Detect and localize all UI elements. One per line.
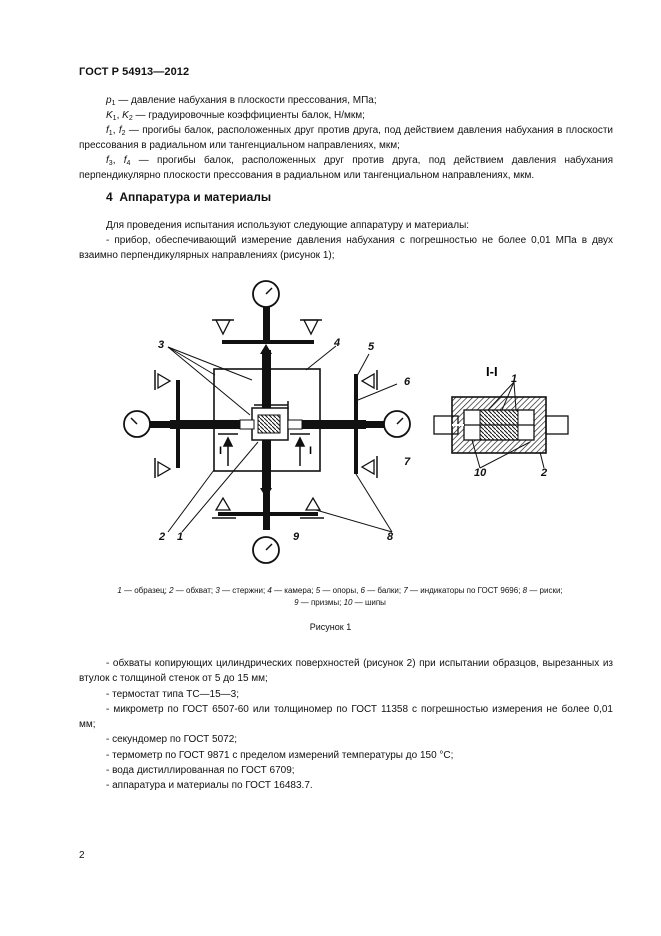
list-item: - секундомер по ГОСТ 5072; <box>106 734 238 746</box>
section-view <box>434 397 568 453</box>
list-item: - обхваты копирующих цилиндрических поверхностей (рисунок 2) при испытании образцов, вырезанных из втулок с толщиной стенок от 5 до 15 мм; <box>79 658 613 685</box>
callout-2-section: 2 <box>541 467 548 479</box>
first-item: - прибор, обеспечивающий измерение давления набухания с погрешностью не более 0,01 МПа в двух взаимно перпендикулярных направлениях (рисунок 1); <box>79 235 613 261</box>
page-number: 2 <box>79 850 85 861</box>
callout-4: 4 <box>334 337 341 349</box>
intro-text: Для проведения испытания используют следующие аппаратуру и материалы: <box>106 220 470 231</box>
callout-1-section: 1 <box>511 373 518 385</box>
section-i-i-label: I-I <box>486 364 498 379</box>
section-heading: 4 Аппаратура и материалы <box>106 190 272 204</box>
figure-title: Рисунок 1 <box>309 622 352 632</box>
callout-6: 6 <box>404 376 411 388</box>
definitions-block <box>79 93 613 123</box>
figure-caption: 1 — образец; 2 — обхват; 3 — стержни; 4 — камера; 5 — опоры, 6 — балки; 7 — индикаторы по ГОСТ 9696; 8 — риски; 9 — призмы; 10 — шипы <box>117 586 563 607</box>
callout-3: 3 <box>158 339 165 351</box>
figure-1-drawing <box>0 270 661 580</box>
definition-f34: $f_3$, $f_4$ — прогибы балок, расположенных друг против друга, под действием давления набухания перпендикулярно плоскости прессования в радиальном или тангенциальном направлениях, мкм. <box>79 155 614 181</box>
callout-7: 7 <box>404 456 411 468</box>
equipment-list <box>79 656 613 794</box>
section-mark-left: I <box>219 445 223 457</box>
callout-8: 8 <box>387 531 394 543</box>
callout-2: 2 <box>159 531 166 543</box>
definition-k: $K_1$, $K_2$ — градуировочные коэффициенты балок, Н/мкм; <box>106 110 365 122</box>
document-header: ГОСТ Р 54913—2012 <box>79 66 190 78</box>
section-mark-right: I <box>309 445 313 457</box>
list-item: - вода дистиллированная по ГОСТ 6709; <box>106 765 295 777</box>
list-item: - термостат типа ТС—15—3; <box>106 688 240 700</box>
callout-10: 10 <box>474 467 487 479</box>
definition-p1: $p_1$ — давление набухания в плоскости прессования, МПа; <box>106 95 377 107</box>
callout-9: 9 <box>293 531 300 543</box>
list-item: - микрометр по ГОСТ 6507-60 или толщиномер по ГОСТ 11358 с погрешностью измерения не более 0,01 мм; <box>79 703 613 731</box>
definition-f12: $f_1$, $f_2$ — прогибы балок, расположенных друг против друга, под действием давления набухания в плоскости прессования в радиальном или тангенциальном направлениях, мкм; <box>79 125 613 151</box>
list-item: - аппаратура и материалы по ГОСТ 16483.7. <box>106 780 313 792</box>
callout-1: 1 <box>177 531 184 543</box>
list-item: - термометр по ГОСТ 9871 с пределом измерений температуры до 150 °С; <box>106 749 454 761</box>
callout-5: 5 <box>368 341 375 353</box>
